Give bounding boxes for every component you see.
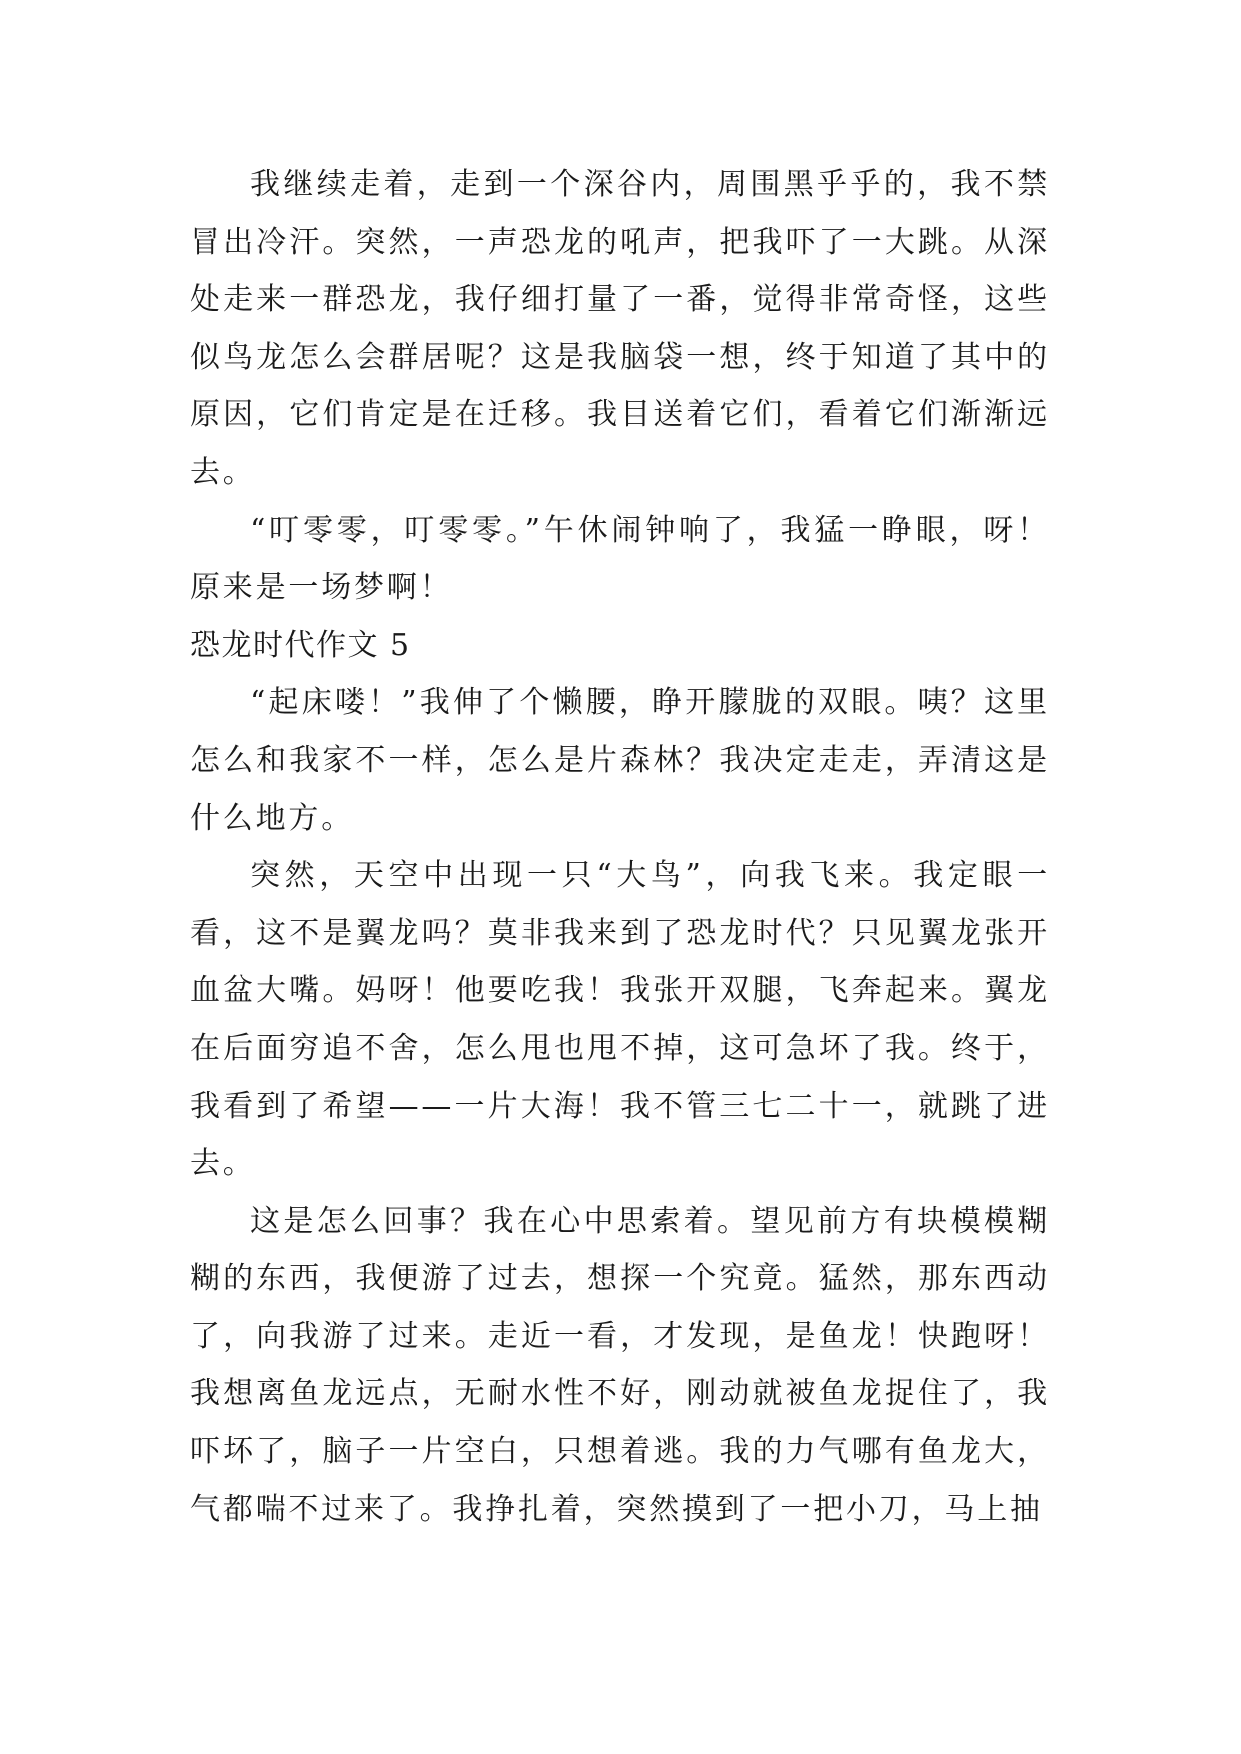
paragraph-deep-valley: 我继续走着，走到一个深谷内，周围黑乎乎的，我不禁冒出冷汗。突然，一声恐龙的吼声，把我吓了一大跳。从深处走来一群恐龙，我仔细打量了一番，觉得非常奇怪，这些似鸟龙怎么会群居呢？这是我脑袋一想，终于知道了其中的原因，它们肯定是在迁移。我目送着它们，看着它们渐渐远去。 <box>190 167 1050 490</box>
document-body <box>190 156 1050 1538</box>
section-heading: 恐龙时代作文 5 <box>190 627 411 663</box>
paragraph-ichthyosaur: 这是怎么回事？我在心中思索着。望见前方有块模模糊糊的东西，我便游了过去，想探一个究竟。猛然，那东西动了，向我游了过来。走近一看，才发现，是鱼龙！快跑呀！我想离鱼龙远点，无耐水性不好，刚动就被鱼龙捉住了，我吓坏了，脑子一片空白，只想着逃。我的力气哪有鱼龙大，气都喘不过来了。我挣扎着，突然摸到了一把小刀，马上抽 <box>190 1203 1050 1527</box>
paragraph-wake-up: “起床喽！”我伸了个懒腰，睁开朦胧的双眼。咦？这里怎么和我家不一样，怎么是片森林？我决定走走，弄清这是什么地方。 <box>190 685 1050 836</box>
paragraph-alarm-clock: “叮零零，叮零零。”午休闹钟响了，我猛一睁眼，呀！原来是一场梦啊！ <box>190 512 1050 606</box>
paragraph-pterosaur: 突然，天空中出现一只“大鸟”，向我飞来。我定眼一看，这不是翼龙吗？莫非我来到了恐龙时代？只见翼龙张开血盆大嘴。妈呀！他要吃我！我张开双腿，飞奔起来。翼龙在后面穷追不舍，怎么甩也甩不掉，这可急坏了我。终于，我看到了希望——一片大海！我不管三七二十一，就跳了进去。 <box>190 858 1050 1182</box>
